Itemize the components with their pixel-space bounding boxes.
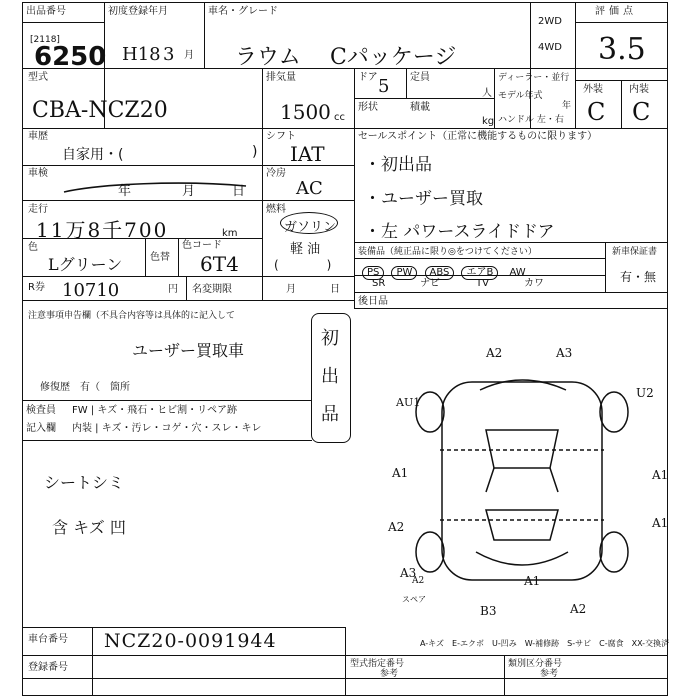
- deadline-month: 月: [286, 284, 296, 295]
- drive-4wd: 4WD: [538, 42, 562, 53]
- ac-value: AC: [296, 178, 323, 199]
- divider: [354, 258, 605, 259]
- divider: [262, 128, 263, 300]
- divider: [621, 80, 622, 128]
- capacity-label: 定員: [410, 72, 430, 83]
- model-year-label: モデル年式: [498, 91, 543, 101]
- door-label: ドア: [358, 72, 378, 83]
- mark-right-rear-door: A1: [652, 516, 669, 530]
- equip-tv: TV: [476, 278, 489, 289]
- shift-label: シフト: [266, 131, 296, 142]
- warranty-value: 有・無: [620, 270, 657, 284]
- color-code-label: 色コード: [182, 240, 222, 251]
- mark-rear-left-note: スペア: [402, 595, 426, 604]
- equip-aw: AW: [509, 267, 526, 278]
- fuel-gasoline: ガソリン: [284, 220, 337, 235]
- shape-label: 形状: [358, 102, 378, 113]
- mark-rear-left-sub: A2: [412, 576, 425, 586]
- repair-history: 修復歴 有（ 箇所: [40, 382, 130, 393]
- divider: [494, 68, 495, 128]
- shift-value: IAT: [290, 142, 325, 166]
- divider: [345, 627, 346, 696]
- mark-rear-bottom-left: B3: [480, 604, 497, 618]
- equip-ps: PS: [362, 266, 384, 280]
- fuel-diesel: 軽 油: [290, 242, 321, 257]
- divider: [22, 400, 312, 401]
- after-items-label: 後日品: [358, 296, 388, 307]
- inspection-month: 月: [182, 184, 196, 199]
- divider: [22, 200, 262, 201]
- history-label: 車歴: [28, 131, 48, 142]
- inspector-row2: 内装 | キズ・汚レ・コゲ・穴・スレ・キレ: [72, 423, 262, 434]
- type-designation-label: 型式指定番号: [350, 659, 405, 669]
- mark-left-front-door: A1: [392, 466, 409, 480]
- category-label: 類別区分番号: [508, 659, 563, 669]
- door-count: 5: [378, 76, 390, 97]
- damage-legend: A-キズ E-エクボ U-凹み W-補修跡 S-サビ C-腐食 XX-交換済: [420, 639, 670, 648]
- lot-sub-number: [2118]: [30, 35, 60, 45]
- chassis-number: NCZ20-0091944: [104, 630, 277, 652]
- dealer-label: ディーラー・並行: [498, 73, 570, 83]
- divider: [186, 276, 187, 300]
- notes-label: 注意事項申告欄（不具合内容等は具体的に記入して: [28, 311, 236, 321]
- interior-grade: C: [632, 98, 651, 126]
- ref-label-right: 参考: [540, 669, 559, 679]
- divider: [22, 276, 354, 277]
- recycle-label: R券: [28, 282, 45, 293]
- inspector-row1: FW | キズ・飛石・ヒビ割・リペア跡: [72, 405, 237, 416]
- deadline-day: 日: [330, 284, 340, 295]
- cc-unit: cc: [334, 112, 345, 123]
- month-unit: 月: [184, 50, 194, 61]
- divider: [354, 98, 494, 99]
- divider: [262, 68, 263, 128]
- entry-label: 記入欄: [26, 423, 56, 434]
- divider: [22, 627, 345, 628]
- displacement: 1500: [280, 100, 331, 124]
- color-label: 色: [28, 242, 38, 253]
- ref-label-left: 参考: [380, 669, 399, 679]
- fuel-paren: ( ): [274, 258, 332, 272]
- color-code: 6T4: [200, 252, 239, 276]
- first-registration-label: 初度登録年月: [108, 6, 168, 17]
- inspector-label: 検査員: [26, 405, 56, 416]
- mileage-label: 走行: [28, 204, 48, 215]
- km-unit: km: [222, 228, 238, 239]
- equip-pw: PW: [391, 266, 417, 280]
- divider: [605, 242, 606, 292]
- first-mark-char: 初: [321, 328, 339, 349]
- cooler-label: 冷房: [266, 168, 286, 179]
- gasoline-circle: [280, 212, 338, 234]
- history-close: ): [252, 144, 258, 160]
- divider: [575, 22, 668, 23]
- selling-point: ・左 パワースライドドア: [364, 222, 555, 242]
- registration-month: 3: [163, 44, 175, 65]
- equip-navi: ナビ: [420, 278, 440, 289]
- handwritten-note-2: 含 キズ 凹: [52, 518, 126, 537]
- equip-airbag: エアB: [461, 266, 498, 280]
- divider: [406, 68, 407, 98]
- recycle-value: 10710: [62, 280, 120, 301]
- evaluation-score: 3.5: [598, 32, 646, 67]
- selling-point: ・ユーザー買取: [364, 189, 483, 209]
- mark-front-right: A3: [556, 346, 573, 360]
- car-name-label: 車名・グレード: [208, 6, 278, 17]
- person-unit: 人: [482, 88, 492, 99]
- divider: [92, 627, 93, 696]
- divider: [204, 2, 205, 68]
- notes-text: ユーザー買取車: [132, 341, 245, 360]
- mark-front-wheel-left: AU1: [396, 396, 421, 409]
- year-unit: 年: [562, 101, 572, 111]
- exterior-grade: C: [587, 98, 606, 126]
- equipment-label: 装備品（純正品に限り◎をつけてください）: [358, 247, 537, 257]
- strike-line: [60, 176, 250, 198]
- divider: [575, 2, 576, 128]
- mark-rear-left-corner: A3: [400, 566, 417, 580]
- divider: [504, 655, 505, 696]
- car-name: ラウム: [235, 45, 301, 70]
- divider: [22, 22, 104, 23]
- inspection-label: 車検: [28, 168, 48, 179]
- divider: [22, 128, 668, 129]
- model-code: CBA-NCZ20: [32, 98, 168, 123]
- first-mark-char: 出: [321, 366, 339, 387]
- mark-left-rear-door: A2: [388, 520, 405, 534]
- equip-sr: SR: [372, 278, 386, 289]
- history-value: 自家用・(: [62, 147, 124, 163]
- interior-label: 内装: [629, 84, 649, 95]
- model-label: 型式: [28, 72, 48, 83]
- divider: [354, 128, 355, 308]
- yen-unit: 円: [168, 284, 178, 295]
- kg-unit: kg: [482, 116, 495, 127]
- handle-label: ハンドル 左・右: [498, 115, 564, 125]
- inspection-year: 年: [118, 184, 132, 199]
- mark-right-front-door: A1: [652, 468, 669, 482]
- fuel-label: 燃料: [266, 204, 286, 215]
- divider: [354, 308, 668, 309]
- selling-point: ・初出品: [364, 155, 432, 175]
- drive-2wd: 2WD: [538, 16, 562, 27]
- handwritten-note-1: シートシミ: [44, 473, 125, 492]
- first-mark-char: 品: [321, 404, 339, 425]
- equip-abs: ABS: [425, 266, 455, 280]
- mark-front-wheel-right: U2: [636, 386, 654, 400]
- evaluation-label: 評価点: [595, 6, 637, 17]
- mark-rear-bottom-right: A2: [570, 602, 587, 616]
- exterior-label: 外装: [583, 84, 603, 95]
- divider: [530, 2, 531, 128]
- chassis-label: 車台番号: [28, 634, 68, 645]
- load-label: 積載: [410, 102, 430, 113]
- selling-points-label: セールスポイント（正常に機能するものに限ります）: [358, 131, 598, 142]
- divider: [354, 242, 668, 243]
- mileage-value: 11万8千700: [36, 218, 169, 242]
- equip-leather: カワ: [524, 278, 544, 289]
- name-change-label: 名変期限: [192, 284, 232, 295]
- displacement-label: 排気量: [266, 72, 296, 83]
- registration-label: 登録番号: [28, 662, 68, 673]
- car-grade: Cパッケージ: [330, 45, 457, 70]
- color-change-label: 色替: [150, 252, 170, 263]
- lot-number: 6250: [34, 42, 107, 72]
- divider: [262, 200, 354, 201]
- divider: [145, 238, 146, 276]
- inspection-day: 日: [232, 184, 246, 199]
- car-diagram: [400, 360, 650, 600]
- warranty-label: 新車保証書: [612, 247, 658, 257]
- divider: [354, 292, 668, 293]
- divider: [22, 440, 312, 441]
- mark-front-left: A2: [486, 346, 503, 360]
- mark-rear-panel: A1: [524, 574, 541, 588]
- color-value: Lグリーン: [48, 255, 123, 274]
- registration-year: H18: [122, 44, 161, 65]
- equipment-row1: [362, 260, 526, 280]
- divider: [178, 238, 179, 276]
- lot-number-label: 出品番号: [26, 6, 66, 17]
